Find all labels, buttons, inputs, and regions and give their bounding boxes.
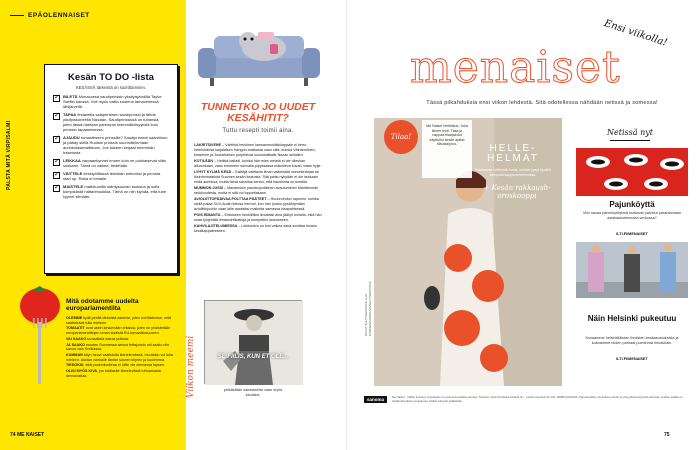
recipe-paragraph: KOTILÄÄN – Heikkä balladi, kuinka hän mies meistä ei ole olleskan alkuunkaan, vaan emmeem sohvalla pipyssassa makoileva kuvan maan hylje. [194, 159, 322, 168]
todo-item-title: TAPAA [63, 112, 77, 117]
todo-item-text: keskiyöllisissä teknikan tohtoriksi ja perusta start up. Raha ei lomaile. [63, 171, 161, 181]
recipe-paragraph: KAHVILAJITELUMIESSA – Lekitosilon on tosi vaikea sana sovittaa kivaan kesäkappaleeseen. [194, 224, 317, 233]
seal-on-couch-illustration [196, 22, 322, 90]
todo-item [53, 135, 169, 155]
meme-section-label: Viikon meemi [186, 335, 196, 398]
todo-item [53, 171, 169, 181]
feature-headline: HELLE-HELMAT [487, 143, 539, 164]
street-fashion-illustration [576, 242, 688, 298]
meme-caption: pelkästään sairastaetta vaan myös kaulaksi. [223, 388, 283, 397]
todo-item-title: MAISTELE [63, 184, 84, 189]
vintage-photo-illustration [205, 301, 303, 385]
checkbox-icon [53, 95, 60, 102]
netissa-divider [610, 140, 650, 141]
recipe-paragraph: MUMMON JUSSI – Mansenisin pasutuoyväkinen avautuminen Mantämmän ravkkuudesta, mutta ei sitä voi loppettakaan. [194, 186, 319, 195]
todo-item-title: AJAUDU [63, 135, 80, 140]
netissa-item-headline[interactable]: Näin Helsinki pukeutuu [587, 314, 677, 323]
todo-item-text: romanttiseen prinssille? Saudiprinssin saarelloon ja päädy siellä Ruotsin prinssin suunnittelemaan aurinkolasimallistoon. Jos toiseen kerjaat enemmän hasetusta. [63, 135, 168, 155]
todo-item [53, 112, 169, 132]
recipe-subhead: Tuttu resepti toimii aina. [222, 128, 294, 134]
todo-item-title: BILETÄ [63, 94, 78, 99]
todo-item-text: varpaankynnet ennen kuin ne puhkaisevat viiän sukkaan. Tämä on vaikea, tiedetään. [63, 158, 167, 168]
street-photo [576, 242, 688, 298]
checkbox-icon [53, 136, 60, 143]
todo-card [44, 64, 178, 274]
mita-paragraph: OLEMME kyllä perillä tärkeistä asioista, joten mielitäämme, mitä saattaisivat tulla mieleen. [66, 316, 171, 325]
meme-overlay-text: SE FIILIS, KUN ET OLE... [217, 354, 289, 360]
lips-pattern-illustration [576, 148, 688, 196]
tiloa-badge[interactable]: Tilaa! [384, 120, 418, 154]
section-label: EPÄOLENNAISET [10, 12, 90, 19]
checkbox-icon [53, 172, 60, 179]
mita-column [66, 316, 178, 379]
recipe-paragraph: LYHYT KYLMÄ KESÄ – Esittäjä valittavia ilman vaikeistää miesekertojaa tai disinformaatiota Suomen kesän kestosta. Sitä paitsi nykyään ei ole lainkaan enää aurinkoa, mutta tämä sanoitus kertoo, että hauskinta on lomalla. [194, 170, 319, 184]
feature-subtext: Paahtavaa helteestä huvia, kuinka pysyt kyniillä kevyissä kaupunkihelmoissa. [475, 168, 551, 177]
mita-paragraph: KUMMAN käyn heuvi vaalistulla kiertelemässä, muutakin voi tulla mieleen. Aloitan vanhalle tämän suuren kirjeen ja kuulemma. [66, 352, 173, 362]
masthead: menaiset [410, 42, 621, 93]
netissa-item-text: Kuvaamme helsinkiläisten ihmisten kesäasustuksista ja kokoamme niiden parhaat poiminnat rinnakkain. [585, 336, 679, 345]
todo-item-text: Monacossa saudiprinssin yksityisjahdilla Taylor Swiftin kanssa. Voit myös valita souteun lamavenessä lähijärvellä. [63, 94, 162, 109]
mita-paragraph: TIEDOKSI, että puolunkorkeaa ei olltin ole olemassa lapsen. [66, 363, 166, 368]
recipe-column [194, 143, 322, 235]
todo-title: Kesän TO DO -lista [68, 72, 154, 83]
todo-item [53, 158, 169, 168]
netissa-item-headline[interactable]: Pajunköyttä [609, 200, 655, 209]
todo-item-title: VÄITTELE [63, 171, 83, 176]
sanoma-logo: sanoma [364, 396, 387, 403]
mita-paragraph: JA SAAKO muuten Suomessa sanoa fettajuusto vai saako niin sanoa vain Kreikassa. [66, 342, 170, 352]
recipe-paragraph: AVIOLIITTOPÄÄIVAA POLTTAA PÄÄTEET – Huunnohdun rapumin, kuinka siellä palaa SUV-Audin tielusa hermot, kun hän joutuu pysähtymään avioliittojuuriin vaan lalle aantaiksi maikotta samassa kisapainkessä. [194, 197, 319, 211]
netissa-item-link[interactable]: ILTI.FI/MENAISET [616, 232, 648, 236]
recipe-paragraph: POIS EIMANTA – Entuiseen henkilöiksi ilmoitaisi aina jäähyt lomalla, eikä hän osaa tyhjentää ilmastointikattoja ja kumpetkin laueukseen. [194, 213, 322, 222]
mita-paragraph: OLISI MYÖS KIVA, jos edälasite tärvelevästä tuhoamasta demokratiaa. [66, 369, 161, 378]
mita-paragraph: VAI SAAKO tomaatista sanoa pulkula. [66, 336, 130, 341]
subscription-offer-box: Me Naiset lehtitilaus. Joka ikinen lehti. Tilaa ja nappaa tilaajaedut käyttöösi kesän ajaksi tilaustarjous. [422, 120, 472, 178]
checkbox-icon [53, 113, 60, 120]
tomato-on-fork-illustration [14, 278, 62, 388]
todo-item-text: festareilla salaperäinen saudiprinssi ja lähde yksityiskoneella Nizzaan. Saudiprinssissä on tuhansia, joten tässä haetaan parempia todennäköisyyksiä kuin prinssin tapaamisessa. [63, 112, 160, 132]
feature-sidehead: + Kesän rakkaushoroskooppi [483, 184, 551, 200]
todo-subtitle: KESÄSSÄ tärkeintä on suorittaminen. [75, 85, 147, 90]
todo-item [53, 184, 169, 199]
netissa-label: Netissä nyt [607, 128, 653, 137]
mita-headline: Mitä odotamme uudelta europarlamentilta [66, 298, 139, 312]
recipe-headline: TUNNETKO JO UUDET KESÄHITIT? [200, 101, 316, 124]
checkbox-icon [53, 159, 60, 166]
right-page [348, 0, 696, 450]
lips-photo [576, 148, 688, 196]
netissa-item-text: Viisi navaa palveluyrityksiä tuottavat palvelut parantamaan asiakaskokemusta verkossa? [582, 211, 682, 220]
vertical-column-label: PALSTA MITÄ VIRPISALMI [6, 120, 12, 190]
tagline: Tässä pilkahduksia ensi viikon lehdestä. Sitä odotellessa nähdään netissä ja somessa! [426, 100, 658, 106]
netissa-item-link[interactable]: ILTI.FI/MENAISET [616, 357, 648, 361]
mita-paragraph: TOMAATIT ovat usein keskenään erilaisia, joten ne yhdistetään europarlamenttilojen oman sisäistä EU-tomaattiosuuteen. [66, 326, 170, 336]
recipe-paragraph: LAKRITSIVENE – Värttinä-henkinen kansanmusiikkikappale ei kerro heteluhänsä karjalaisen Hangon-matkasta vaan siitä, kuinka Väinämöinen, timarinen ja Joukahainen purjehtivat soulumatkalle Naxan seilailen. [194, 143, 316, 157]
todo-item [53, 94, 169, 109]
ensi-viikolla-label: Ensi viikolla! [602, 18, 669, 49]
todo-item-title: LEIKKAA [63, 158, 81, 163]
footer-imprint: Me Naiset · Vähän ilmestyy. Kirjoittajat on puolimiesmusiiikiin kanssa. Toimitus: Sanoma Media Finland Oy · Lehden toimitus PL 100, 00089 SANOMA. Painosmäärä: toimituksen tiedot ja yhteystiedot löytyvät verkosta. Lehden sisältö on tekijänoikeuksien suojaamaa. Kaikki oikeudet pidätetään. [392, 395, 683, 403]
checkbox-icon [53, 185, 60, 192]
page-number-right: 75 [664, 432, 670, 438]
page-number-left: 74 ME NAISET [10, 432, 45, 438]
meme-photo [204, 300, 302, 384]
photo-credit: KUVAT SHUTTERSTOCK, EVA GARDEN/AJANKUVA/SHUTTERSTOCK [364, 281, 372, 336]
todo-item-text: mattotuolilla mäntysuovan tuoksua ja solla kömpikästä hattarimuokkia. Tämä on niin kiyhää, että tuee kyynel silmään. [63, 184, 167, 199]
